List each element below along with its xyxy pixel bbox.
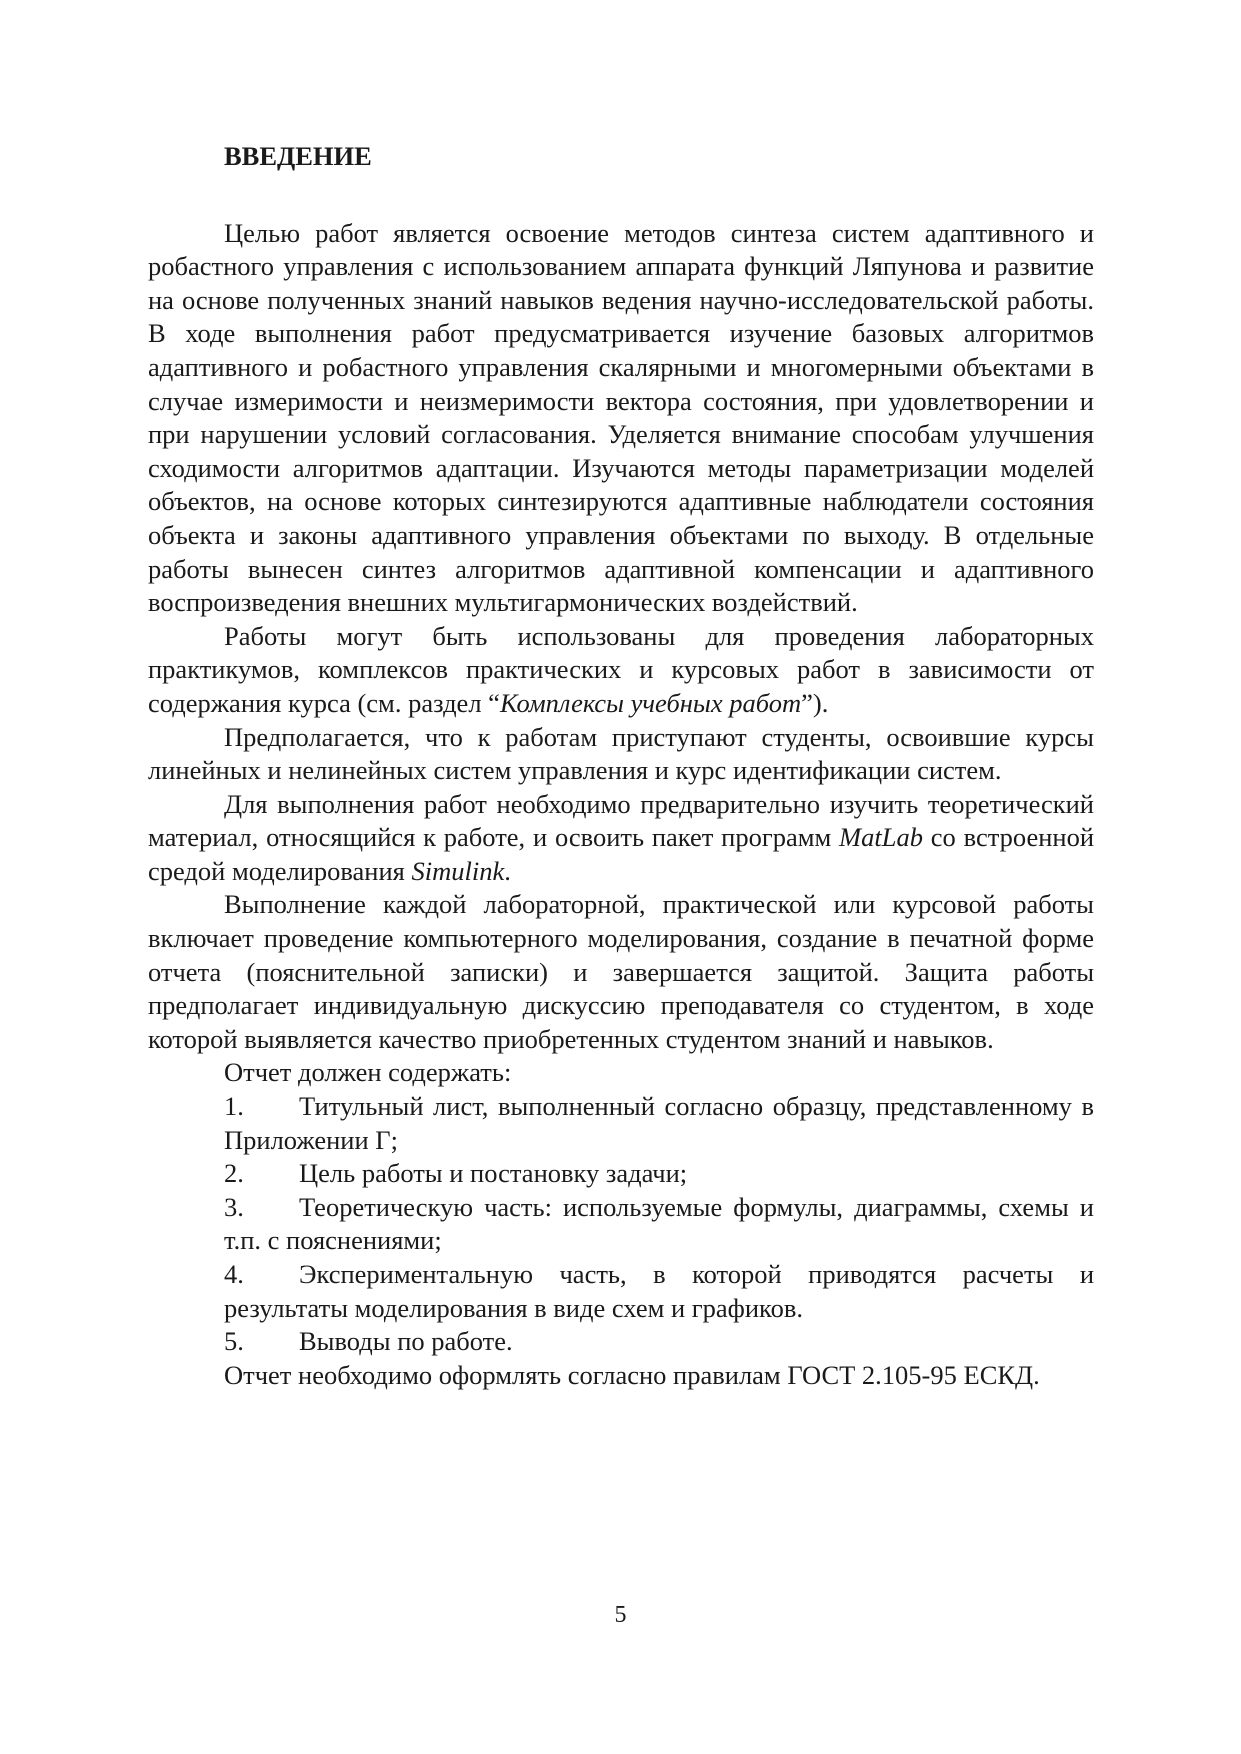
page-number: 5: [614, 1602, 627, 1628]
section-heading: ВВЕДЕНИЕ: [224, 141, 372, 171]
paragraph-gost: Отчет необходимо оформлять согласно правилам ГОСТ 2.105-95 ЕСКД.: [224, 1359, 1040, 1390]
list-item-text: Выводы по работе.: [299, 1326, 513, 1357]
list-item-text: Теоретическую часть: используемые формулы, диаграммы, схемы и т.п. с пояснениями;: [224, 1191, 1094, 1256]
paragraph-usage: [148, 620, 1094, 721]
paragraph-usage-section-ref: Комплексы учебных работ: [499, 687, 802, 718]
report-items-list: [224, 1090, 1094, 1359]
paragraph-software-middle: со встроенной средой моделирования: [148, 822, 1094, 886]
paragraph-usage-text: Работы могут быть использованы для проведения лабораторных практикумов, комплексов практических и курсовых работ в зависимости от содержания курса (см. раздел “: [148, 620, 1094, 718]
paragraph-usage-tail: ”).: [801, 687, 829, 718]
paragraph-software: [148, 788, 1094, 889]
list-item-number: 3.: [224, 1191, 244, 1222]
list-item: [224, 1157, 1094, 1191]
list-item-text: Титульный лист, выполненный согласно образцу, представленному в Приложении Г;: [224, 1091, 1094, 1155]
list-item: [224, 1191, 1094, 1258]
paragraph-report-contents: Отчет должен содержать:: [224, 1057, 512, 1088]
page-body: [148, 140, 1094, 1392]
list-item-number: 4.: [224, 1259, 244, 1289]
paragraph-prerequisites: Предполагается, что к работам приступают студенты, освоившие курсы линейных и нелинейных систем управления и курс идентификации систем.: [148, 721, 1094, 786]
list-item: [224, 1258, 1094, 1325]
list-item-text: Цель работы и постановку задачи;: [299, 1158, 688, 1189]
paragraph-software-tail: .: [504, 855, 511, 886]
list-item: [224, 1090, 1094, 1157]
list-item-number: 5.: [224, 1326, 244, 1357]
list-item-number: 2.: [224, 1158, 244, 1189]
paragraph-procedure: Выполнение каждой лабораторной, практической или курсовой работы включает проведение компьютерного моделирования, создание в печатной форме отчета (пояснительной записки) и завершается защитой. Защита работы предполагает индивидуальную дискуссию преподавателя со студентом, в ходе которой выявляется качество приобретенных студентом знаний и навыков.: [148, 889, 1094, 1054]
paragraph-software-simulink: Simulink: [411, 855, 505, 886]
paragraph-software-matlab: MatLab: [839, 822, 923, 853]
paragraph-goal: Целью работ является освоение методов синтеза систем адаптивного и робастного управления с использованием аппарата функций Ляпунова и развитие на основе полученных знаний навыков ведения научно-исследовательской работы. В ходе выполнения работ предусматривается изучение базовых алгоритмов адаптивного и робастного управления скалярными и многомерными объектами в случае измеримости и неизмеримости вектора состояния, при удовлетворении и при нарушении условий согласования. Уделяется внимание способам улучшения сходимости алгоритмов адаптации. Изучаются методы параметризации моделей объектов, на основе которых синтезируются адаптивные наблюдатели состояния объекта и законы адаптивного управления объектами по выходу. В отдельные работы вынесен синтез алгоритмов адаптивной компенсации и адаптивного воспроизведения внешних мультигармонических воздействий.: [148, 217, 1094, 618]
list-item: [224, 1325, 1094, 1359]
paragraph-software-text: Для выполнения работ необходимо предварительно изучить теоретический материал, относящийся к работе, и освоить пакет программ: [148, 788, 1094, 853]
list-item-text: Экспериментальную часть, в которой приводятся расчеты и результаты моделирования в виде схем и графиков.: [224, 1259, 1094, 1323]
heading-spacer: [148, 174, 1094, 217]
list-item-number: 1.: [224, 1091, 244, 1122]
